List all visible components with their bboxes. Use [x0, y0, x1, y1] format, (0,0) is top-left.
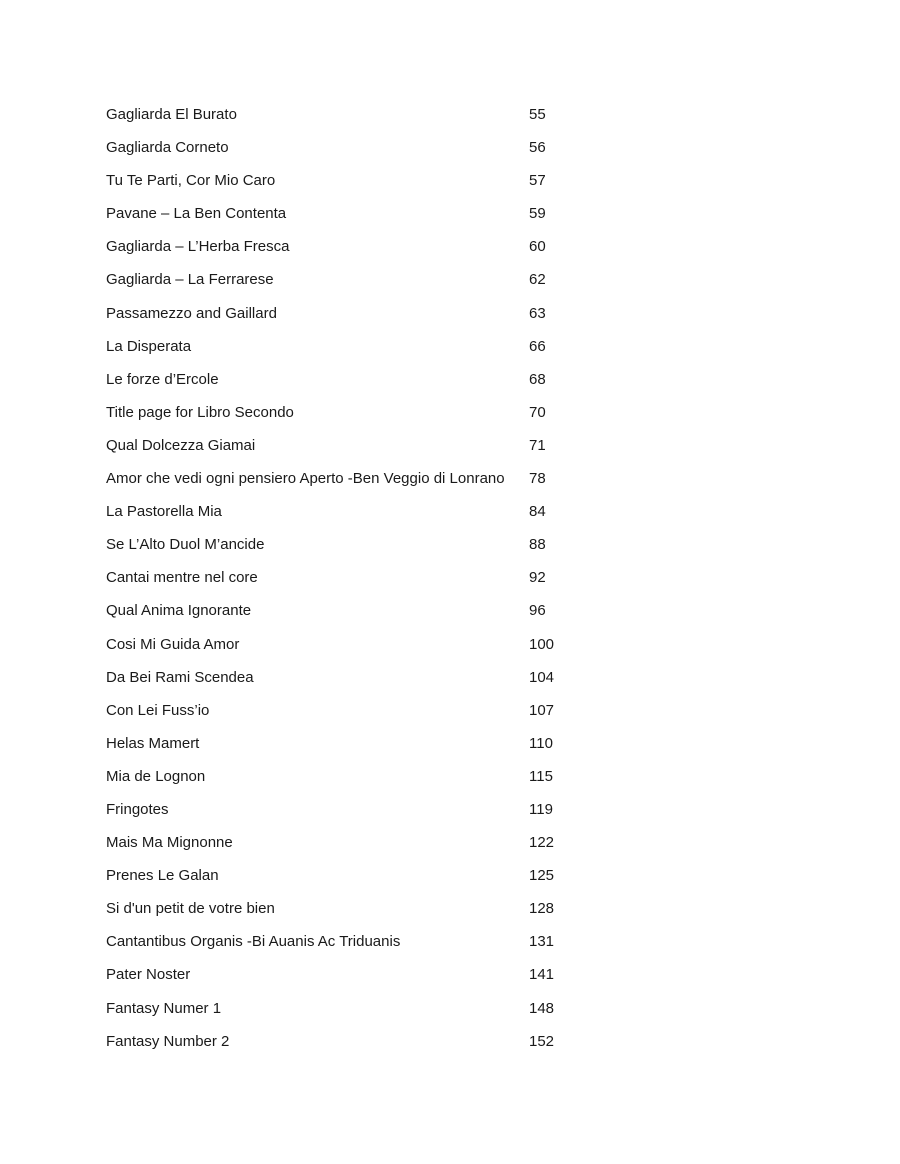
entry-title: Cantai mentre nel core	[106, 569, 258, 587]
entry-page-number: 71	[529, 436, 546, 454]
toc-entry	[106, 567, 666, 600]
entry-page-number: 55	[529, 106, 546, 123]
entry-page-number: 110	[529, 734, 553, 752]
entry-page-number: 59	[529, 205, 546, 223]
entry-title: Le forze d’Ercole	[106, 370, 219, 388]
entry-page-number: 128	[529, 900, 555, 918]
entry-title: Gagliarda Corneto	[106, 139, 229, 157]
toc-entry	[106, 898, 666, 931]
toc-entry	[106, 435, 666, 468]
entry-title: Cosi Mi Guida Amor	[106, 635, 240, 653]
entry-page-number: 141	[529, 966, 555, 984]
toc-entry	[106, 799, 666, 832]
entry-title: Helas Mamert	[106, 734, 200, 752]
toc-entry	[106, 369, 666, 402]
toc-entry	[106, 1031, 666, 1064]
entry-page-number: 84	[529, 503, 546, 521]
toc-entry	[106, 137, 666, 170]
entry-title: Pavane – La Ben Contenta	[106, 205, 287, 223]
entry-page-number: 119	[529, 800, 553, 818]
entry-page-number: 60	[529, 238, 546, 256]
entry-title: Gagliarda El Burato	[106, 106, 237, 123]
toc-entry	[106, 303, 666, 336]
entry-title: Gagliarda – La Ferrarese	[106, 271, 274, 289]
toc-entry	[106, 534, 666, 567]
entry-title: Tu Te Parti, Cor Mio Caro	[106, 172, 276, 190]
toc-entry	[106, 766, 666, 799]
entry-title: La Pastorella Mia	[106, 503, 222, 521]
entry-page-number: 56	[529, 139, 546, 157]
entry-page-number: 148	[529, 999, 555, 1017]
entry-page-number: 107	[529, 701, 555, 719]
entry-title: Mais Ma Mignonne	[106, 834, 233, 852]
entry-title: Amor che vedi ogni pensiero Aperto -Ben Veggio di Lonrano	[106, 470, 505, 488]
entry-title: Con Lei Fuss’io	[106, 701, 210, 719]
entry-title: La Disperata	[106, 337, 192, 355]
entry-page-number: 115	[529, 767, 553, 785]
entry-page-number: 131	[529, 933, 555, 951]
toc-entry	[106, 203, 666, 236]
toc-entry	[106, 998, 666, 1031]
entry-page-number: 122	[529, 834, 555, 852]
toc-entry	[106, 964, 666, 997]
entry-title: Fringotes	[106, 800, 169, 818]
entry-title: Mia de Lognon	[106, 767, 206, 785]
entry-title: Passamezzo and Gaillard	[106, 304, 277, 322]
entry-title: Title page for Libro Secondo	[106, 403, 294, 421]
toc-entry	[106, 501, 666, 534]
toc-entry	[106, 236, 666, 269]
entry-page-number: 92	[529, 569, 546, 587]
entry-page-number: 152	[529, 1032, 555, 1050]
toc-entry	[106, 931, 666, 964]
entry-page-number: 70	[529, 403, 546, 421]
entry-title: Qual Anima Ignorante	[106, 602, 252, 620]
entry-page-number: 88	[529, 536, 546, 554]
entry-page-number: 57	[529, 172, 546, 190]
entry-title: Se L’Alto Duol M’ancide	[106, 536, 265, 554]
entry-title: Pater Noster	[106, 966, 191, 984]
toc-entry	[106, 402, 666, 435]
entry-title: Qual Dolcezza Giamai	[106, 436, 256, 454]
toc-entry	[106, 832, 666, 865]
toc-entry	[106, 600, 666, 633]
entry-page-number: 66	[529, 337, 546, 355]
toc-entry	[106, 733, 666, 766]
entry-page-number: 125	[529, 867, 555, 885]
toc-entry	[106, 336, 666, 369]
toc-entry	[106, 634, 666, 667]
entry-title: Prenes Le Galan	[106, 867, 219, 885]
entry-page-number: 68	[529, 370, 546, 388]
entry-page-number: 96	[529, 602, 546, 620]
toc-entry	[106, 170, 666, 203]
entry-title: Gagliarda – L’Herba Fresca	[106, 238, 290, 256]
entry-page-number: 63	[529, 304, 546, 322]
entry-title: Cantantibus Organis -Bi Auanis Ac Triduanis	[106, 933, 401, 951]
entry-title: Da Bei Rami Scendea	[106, 668, 254, 686]
toc-entry	[106, 700, 666, 733]
table-of-contents	[106, 104, 666, 1064]
toc-entry	[106, 468, 666, 501]
entry-title: Fantasy Numer 1	[106, 999, 222, 1017]
toc-entry	[106, 104, 666, 137]
toc-entry	[106, 667, 666, 700]
entry-page-number: 62	[529, 271, 546, 289]
entry-page-number: 104	[529, 668, 555, 686]
toc-entry	[106, 269, 666, 302]
entry-page-number: 100	[529, 635, 555, 653]
toc-entry	[106, 865, 666, 898]
entry-page-number: 78	[529, 470, 546, 488]
entry-title: Si d'un petit de votre bien	[106, 900, 275, 918]
entry-title: Fantasy Number 2	[106, 1032, 230, 1050]
